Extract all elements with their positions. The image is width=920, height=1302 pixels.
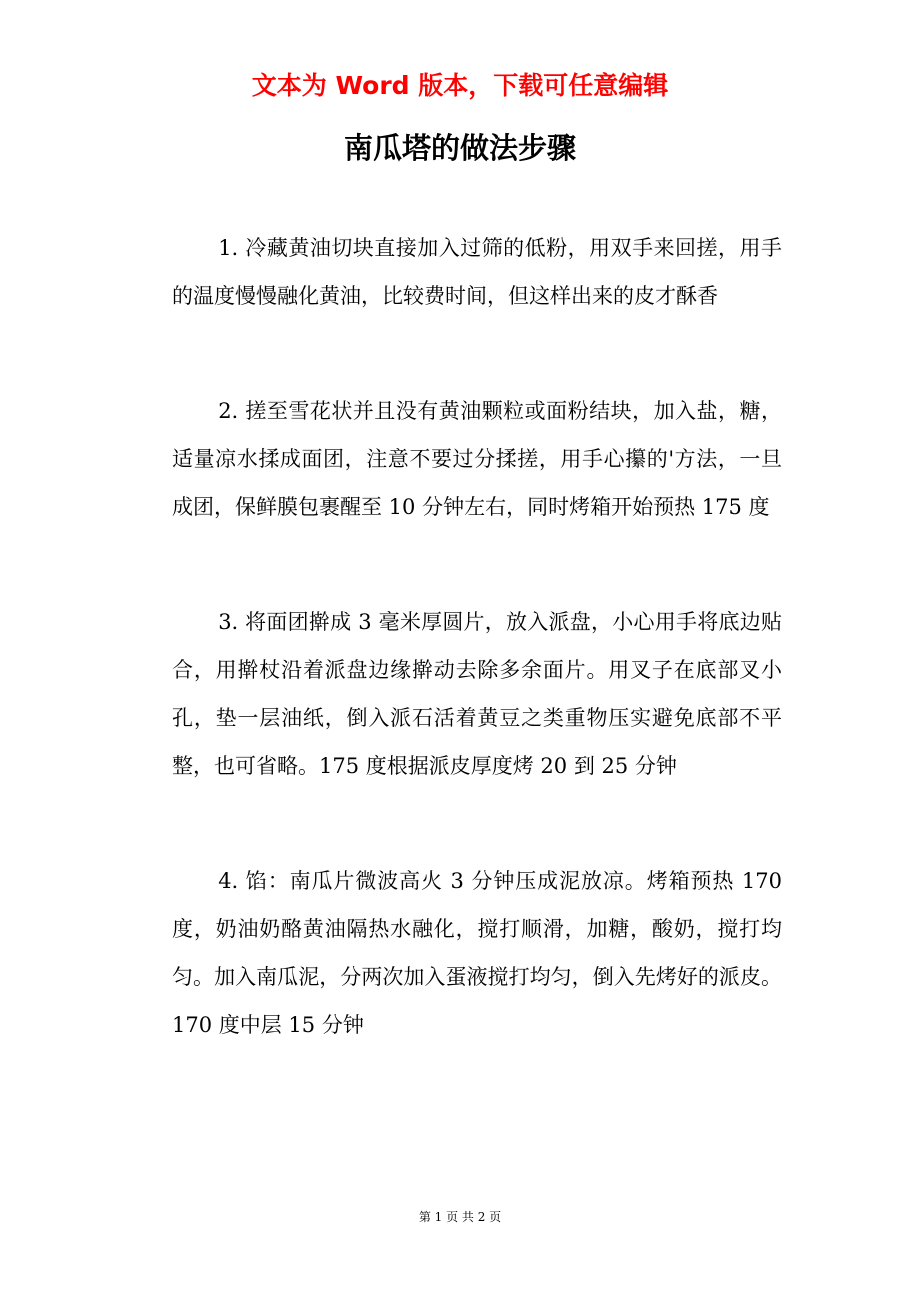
step-paragraph-2: 2. 搓至雪花状并且没有黄油颗粒或面粉结块，加入盐，糖，适量凉水揉成面团，注意不要过分揉搓，用手心攥的'方法，一旦成团，保鲜膜包裹醒至 10 分钟左右，同时烤箱开始预热 175 度 bbox=[172, 399, 782, 519]
step-paragraph-1: 1. 冷藏黄油切块直接加入过筛的低粉，用双手来回搓，用手的温度慢慢融化黄油，比较费时间，但这样出来的皮才酥香 bbox=[172, 236, 782, 308]
step-paragraph-3: 3. 将面团擀成 3 毫米厚圆片，放入派盘，小心用手将底边贴合，用擀杖沿着派盘边缘擀动去除多余面片。用叉子在底部叉小孔，垫一层油纸，倒入派石活着黄豆之类重物压实避免底部不平整，也可省略。175 度根据派皮厚度烤 20 到 25 分钟 bbox=[172, 610, 782, 778]
document-body bbox=[172, 224, 782, 1116]
download-banner: 文本为 Word 版本，下载可任意编辑 bbox=[251, 71, 669, 100]
page-number-footer: 第 1 页 共 2 页 bbox=[418, 1210, 502, 1224]
step-paragraph-4: 4. 馅：南瓜片微波高火 3 分钟压成泥放凉。烤箱预热 170 度，奶油奶酪黄油隔热水融化，搅打顺滑，加糖，酸奶，搅打均匀。加入南瓜泥，分两次加入蛋液搅打均匀，倒入先烤好的派皮。170 度中层 15 分钟 bbox=[172, 869, 782, 1037]
page-title: 南瓜塔的做法步骤 bbox=[343, 131, 576, 165]
